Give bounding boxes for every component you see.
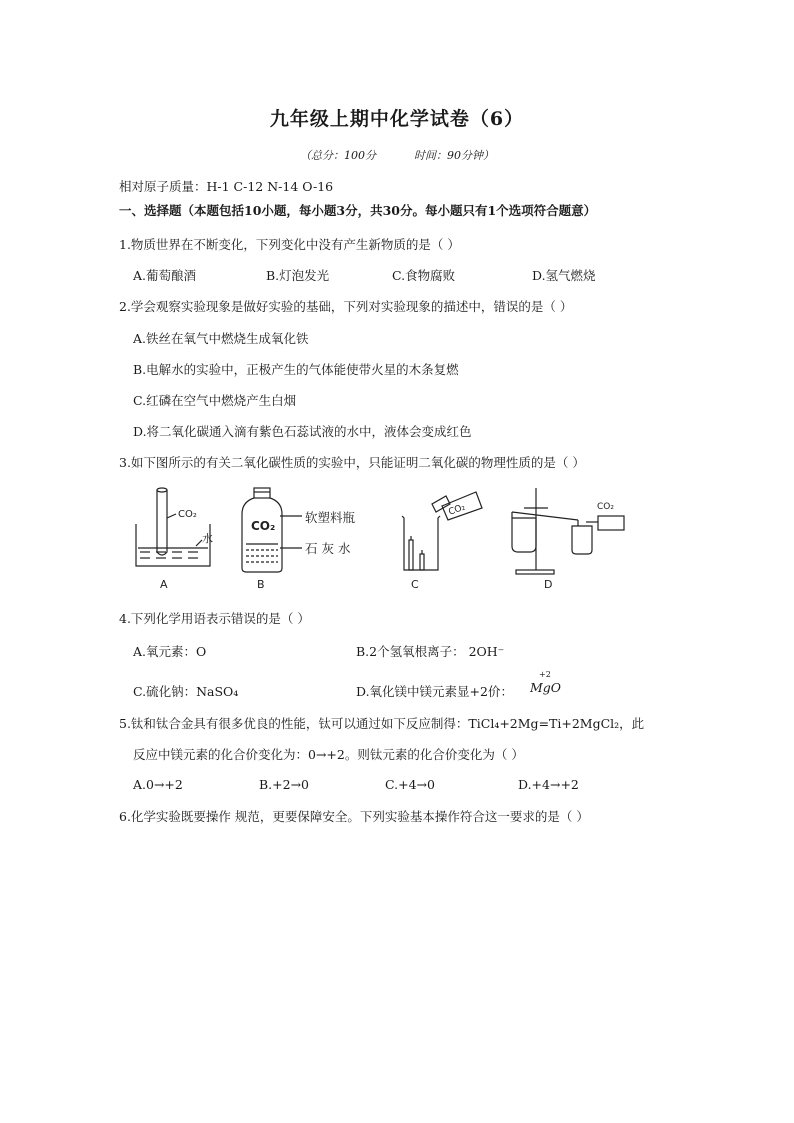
q4-option-b: B.2个氢氧根离子： 2OH⁻ — [356, 644, 505, 659]
apparatus-c — [402, 492, 482, 570]
figure-label-a: A — [160, 578, 168, 591]
co2-label-d: CO₂ — [597, 502, 614, 512]
question-5-stem: 5.钛和钛合金具有很多优良的性能，钛可以通过如下反应制得：TiCl₄+2Mg=Ti+2MgCl₂，此 — [119, 716, 645, 731]
q1-option-a: A.葡萄酿酒 — [133, 268, 197, 283]
experiment-figure — [120, 484, 660, 594]
q1-option-b: B.灯泡发光 — [266, 268, 330, 283]
q1-option-c: C.食物腐败 — [392, 268, 456, 283]
q5-option-a: A.0→+2 — [133, 777, 183, 792]
atomic-masses: 相对原子质量：H-1 C-12 N-14 O-16 — [119, 179, 334, 194]
co2-label-a: CO₂ — [178, 509, 197, 520]
question-2-stem: 2.学会观察实验现象是做好实验的基础，下列对实验现象的描述中，错误的是（ ） — [119, 299, 573, 314]
co2-label-c: CO₂ — [447, 502, 467, 518]
co2-label-b: CO₂ — [251, 519, 276, 533]
total-score: （总分：100分 — [300, 149, 376, 162]
figure-label-b: B — [257, 578, 265, 591]
q2-option-d: D.将二氧化碳通入滴有紫色石蕊试液的水中，液体会变成红色 — [133, 424, 472, 439]
q2-option-a: A.铁丝在氧气中燃烧生成氧化铁 — [133, 331, 309, 346]
apparatus-a — [136, 488, 210, 566]
question-3-stem: 3.如下图所示的有关二氧化碳性质的实验中，只能证明二氧化碳的物理性质的是（ ） — [119, 455, 585, 470]
apparatus-d — [512, 488, 624, 574]
q5-option-d: D.+4→+2 — [518, 777, 579, 792]
exam-info — [0, 147, 794, 163]
mgo-formula: MgO — [530, 680, 562, 695]
q5-option-c: C.+4→0 — [385, 777, 435, 792]
figure-label-d: D — [544, 578, 553, 591]
question-4-stem: 4.下列化学用语表示错误的是（ ） — [119, 611, 310, 626]
q5-option-b: B.+2→0 — [259, 777, 310, 792]
q2-option-b: B.电解水的实验中，正极产生的气体能使带火星的木条复燃 — [133, 362, 459, 377]
q4-option-d: D.氧化镁中镁元素显+2价： — [356, 684, 513, 699]
figure-label-c: C — [411, 578, 419, 591]
question-5-stem-cont: 反应中镁元素的化合价变化为：0→+2。则钛元素的化合价变化为（ ） — [133, 747, 524, 762]
section-heading: 一、选择题（本题包括10小题，每小题3分，共30分。每小题只有1个选项符合题意） — [119, 203, 597, 218]
valence-mark: +2 — [539, 670, 551, 679]
limewater-label: 石 灰 水 — [305, 541, 351, 556]
q4-option-c: C.硫化钠：NaSO₄ — [133, 684, 239, 699]
q2-option-c: C.红磷在空气中燃烧产生白烟 — [133, 393, 297, 408]
page-title: 九年级上期中化学试卷（6） — [269, 108, 525, 130]
exam-time: 时间：90分钟） — [414, 149, 494, 162]
soft-bottle-label: 软塑料瓶 — [305, 510, 356, 525]
question-6-stem: 6.化学实验既要操作 规范，更要保障安全。下列实验基本操作符合这一要求的是（ ） — [119, 809, 589, 824]
question-1-stem: 1.物质世界在不断变化，下列变化中没有产生新物质的是（ ） — [119, 237, 460, 252]
q4-option-a: A.氧元素：O — [133, 644, 207, 659]
water-label: 水 — [202, 532, 213, 545]
q1-option-d: D.氢气燃烧 — [532, 268, 596, 283]
